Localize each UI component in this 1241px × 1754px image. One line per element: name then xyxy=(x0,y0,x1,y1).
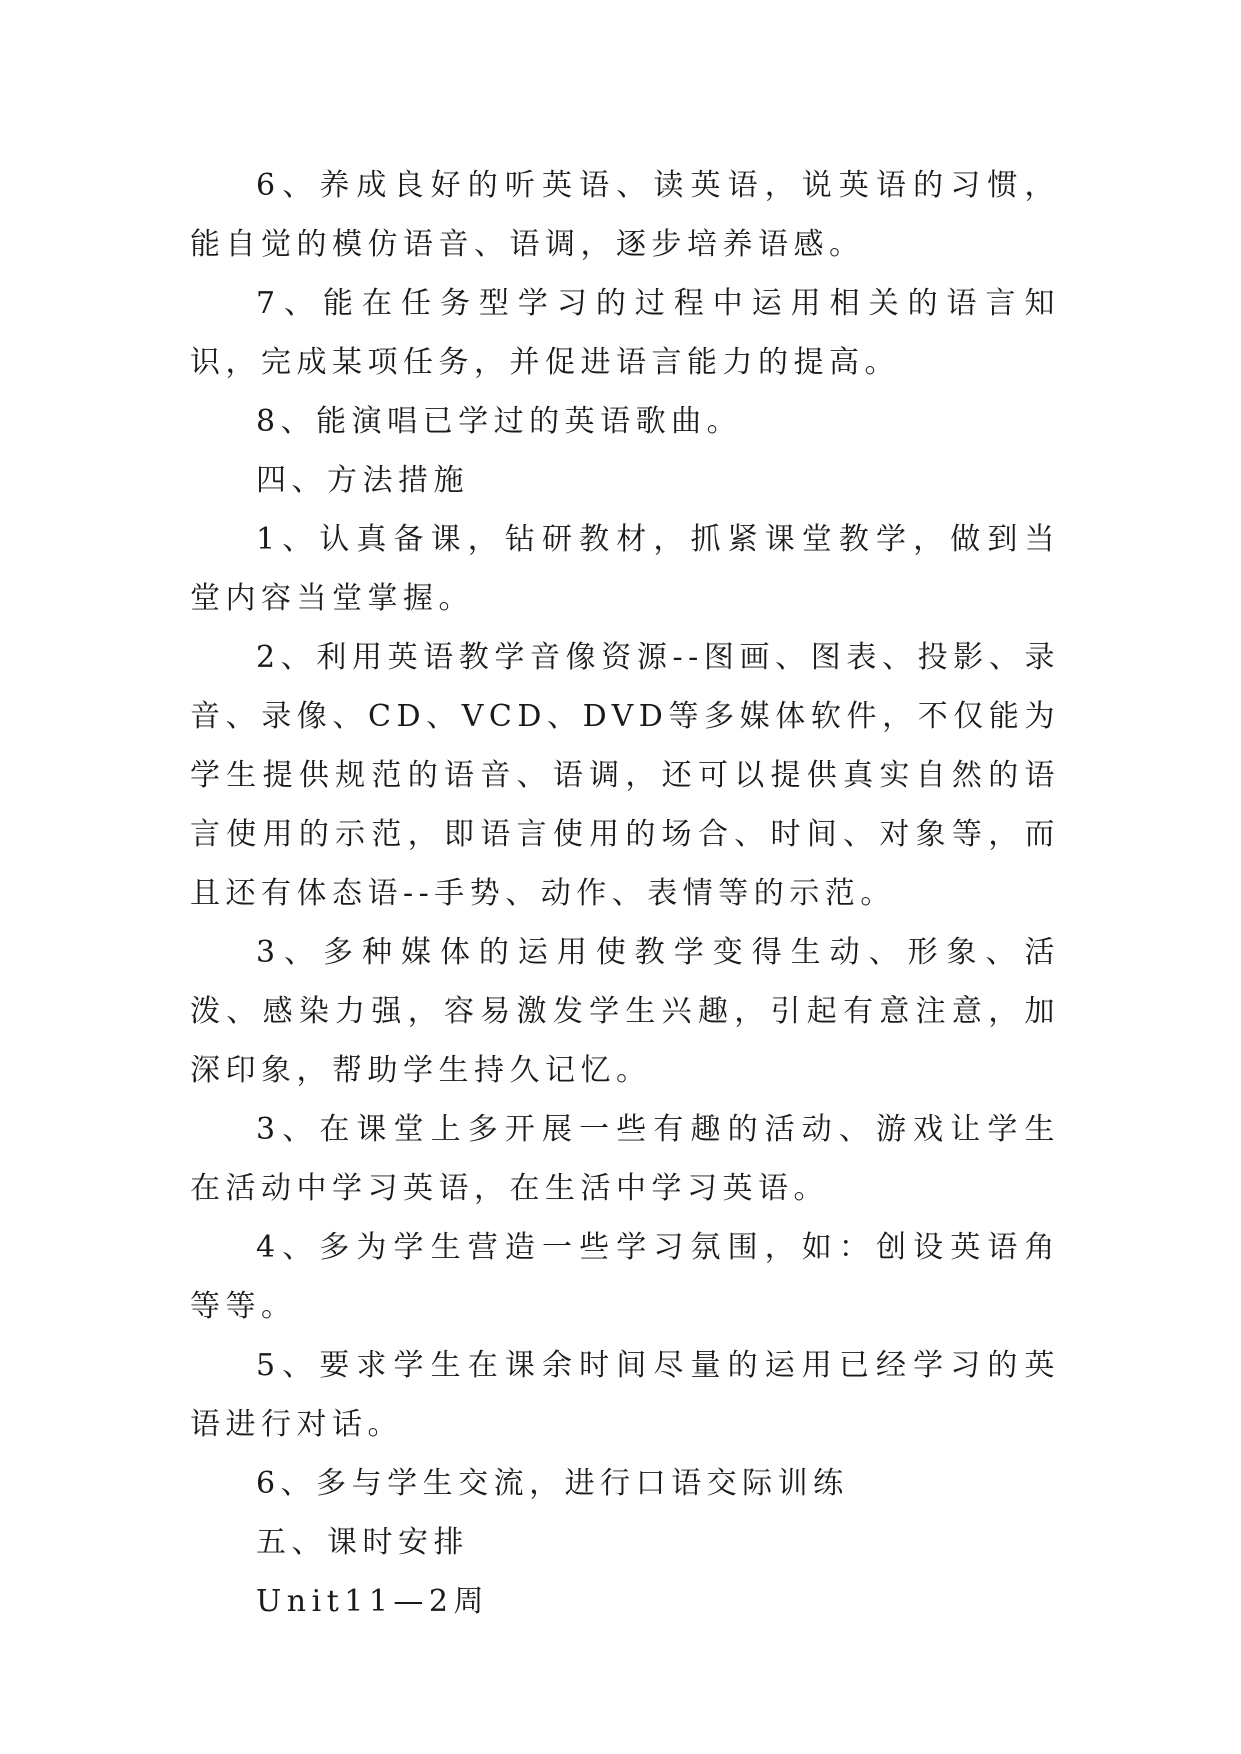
paragraph-method-1: 1、认真备课，钻研教材，抓紧课堂教学，做到当堂内容当堂掌握。 xyxy=(190,522,1060,616)
paragraph-method-3a: 3、多种媒体的运用使教学变得生动、形象、活泼、感染力强，容易激发学生兴趣，引起有意注意，加深印象，帮助学生持久记忆。 xyxy=(190,935,1060,1088)
paragraph-method-5: 5、要求学生在课余时间尽量的运用已经学习的英语进行对话。 xyxy=(190,1348,1060,1442)
schedule-unit-1: Unit11—2周 xyxy=(256,1584,490,1619)
section-heading-methods: 四、方法措施 xyxy=(256,463,469,498)
paragraph-goal-6: 6、养成良好的听英语、读英语，说英语的习惯，能自觉的模仿语音、语调，逐步培养语感。 xyxy=(190,168,1060,262)
paragraph-method-4: 4、多为学生营造一些学习氛围，如：创设英语角等等。 xyxy=(190,1230,1060,1324)
paragraph-method-2: 2、利用英语教学音像资源--图画、图表、投影、录音、录像、CD、VCD、DVD等多媒体软件，不仅能为学生提供规范的语音、语调，还可以提供真实自然的语言使用的示范，即语言使用的场合、时间、对象等，而且还有体态语--手势、动作、表情等的示范。 xyxy=(190,640,1060,911)
section-heading-schedule: 五、课时安排 xyxy=(256,1525,469,1560)
paragraph-method-6: 6、多与学生交流，进行口语交际训练 xyxy=(256,1466,849,1501)
paragraph-goal-8: 8、能演唱已学过的英语歌曲。 xyxy=(256,404,743,439)
document-body xyxy=(190,156,1060,1631)
paragraph-goal-7: 7、能在任务型学习的过程中运用相关的语言知识，完成某项任务，并促进语言能力的提高。 xyxy=(190,286,1060,380)
paragraph-method-3b: 3、在课堂上多开展一些有趣的活动、游戏让学生在活动中学习英语，在生活中学习英语。 xyxy=(190,1112,1060,1206)
